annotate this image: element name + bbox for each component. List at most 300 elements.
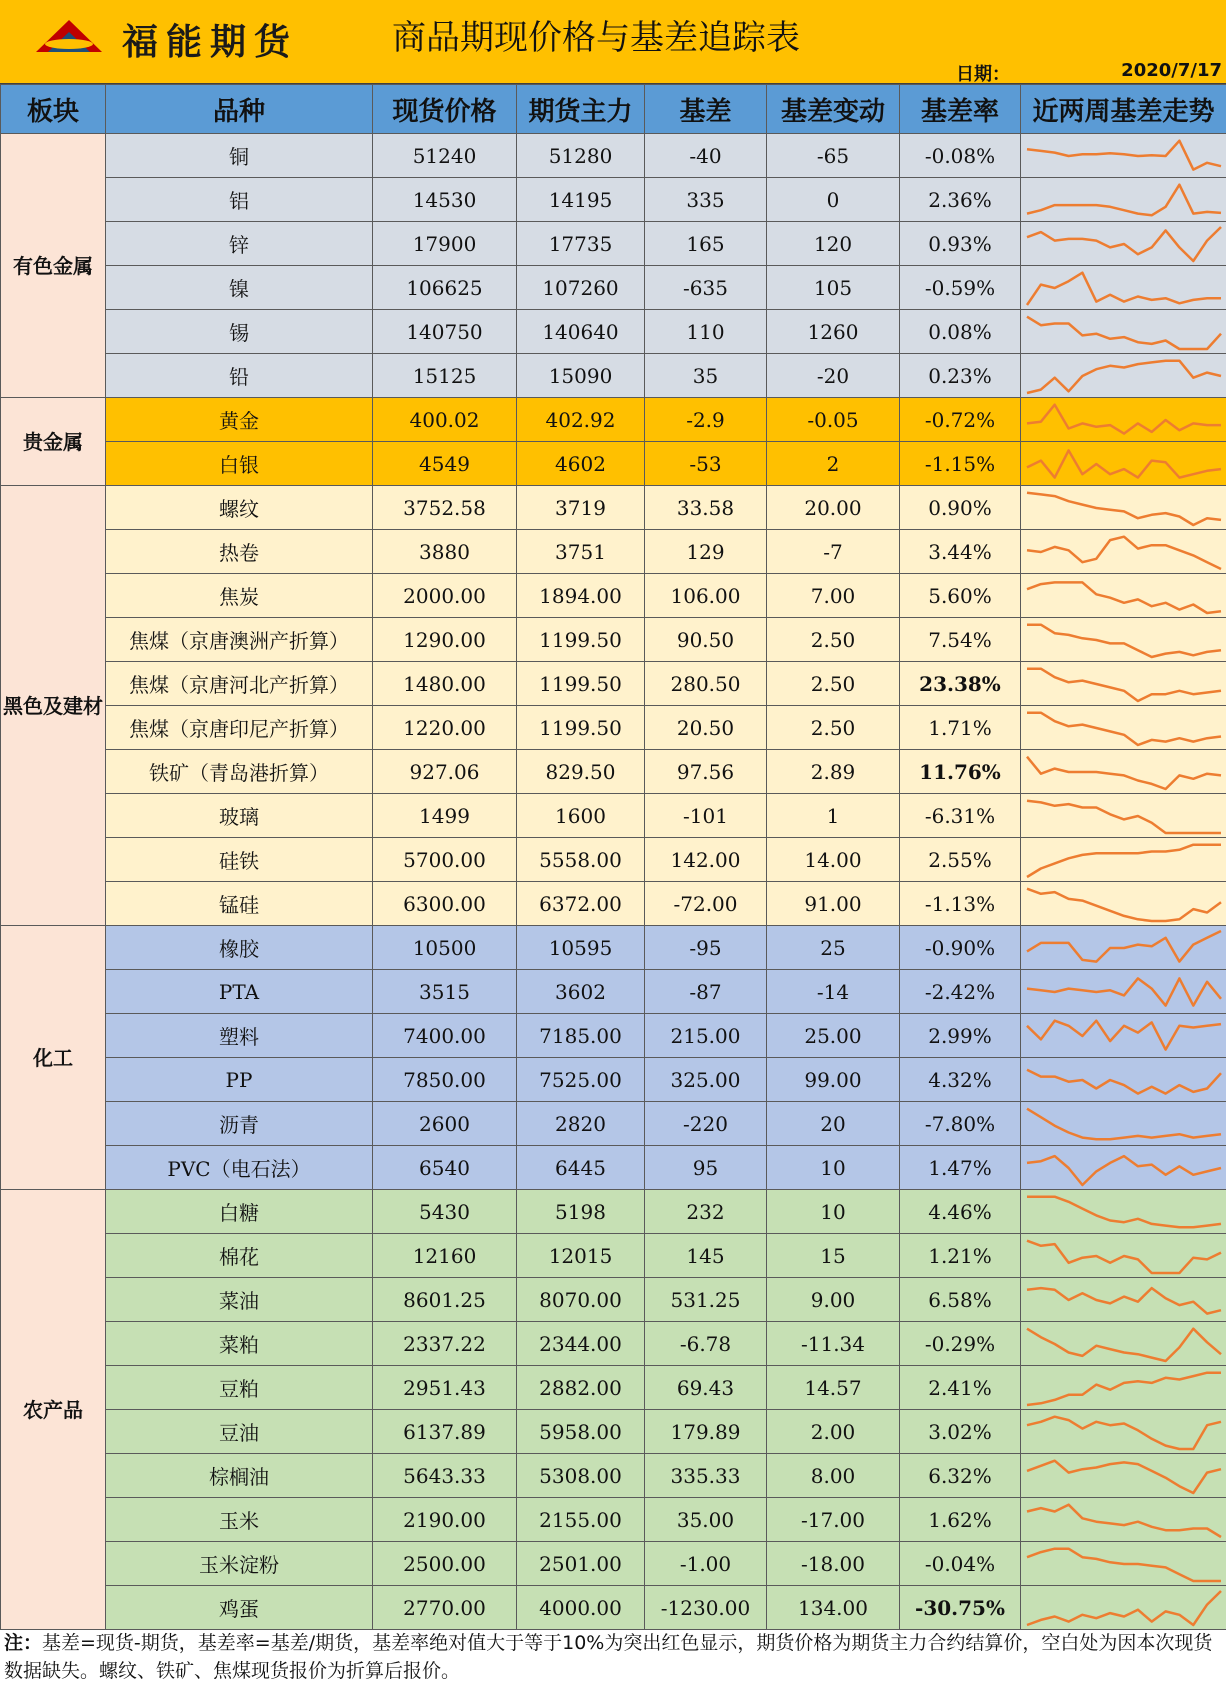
spot-price-cell: 5700.00	[373, 838, 517, 882]
table-row	[1, 1278, 1226, 1322]
sector-cell: 贵金属	[1, 398, 106, 486]
variety-cell: 塑料	[106, 1014, 373, 1058]
basis-change-cell: 2.50	[767, 618, 900, 662]
basis-cell: 325.00	[645, 1058, 767, 1102]
basis-rate-cell: 3.02%	[900, 1410, 1021, 1454]
footnote	[4, 1629, 1222, 1685]
trend-sparkline	[1021, 707, 1226, 749]
variety-cell: 焦煤（京唐印尼产折算）	[106, 706, 373, 750]
trend-sparkline-cell	[1021, 1058, 1226, 1102]
trend-sparkline	[1021, 1367, 1226, 1409]
sector-cell: 农产品	[1, 1190, 106, 1630]
variety-cell: PVC（电石法）	[106, 1146, 373, 1190]
variety-cell: 玉米	[106, 1498, 373, 1542]
trend-sparkline-cell	[1021, 1102, 1226, 1146]
variety-cell: 豆油	[106, 1410, 373, 1454]
variety-cell: 白糖	[106, 1190, 373, 1234]
basis-change-cell: 1260	[767, 310, 900, 354]
trend-sparkline	[1021, 1499, 1226, 1541]
basis-change-cell: -17.00	[767, 1498, 900, 1542]
basis-rate-cell: -0.72%	[900, 398, 1021, 442]
basis-cell: -1230.00	[645, 1586, 767, 1630]
basis-rate-cell: -7.80%	[900, 1102, 1021, 1146]
trend-sparkline	[1021, 795, 1226, 837]
spot-price-cell: 10500	[373, 926, 517, 970]
sector-cell: 有色金属	[1, 134, 106, 398]
trend-sparkline-cell	[1021, 398, 1226, 442]
trend-sparkline	[1021, 839, 1226, 881]
report-header	[0, 0, 1226, 84]
trend-sparkline-cell	[1021, 794, 1226, 838]
trend-sparkline-cell	[1021, 574, 1226, 618]
table-row	[1, 574, 1226, 618]
trend-line	[1027, 404, 1221, 433]
basis-cell: 335.33	[645, 1454, 767, 1498]
futures-price-cell: 17735	[517, 222, 645, 266]
trend-sparkline	[1021, 1103, 1226, 1145]
basis-change-cell: 10	[767, 1146, 900, 1190]
basis-rate-cell: 4.32%	[900, 1058, 1021, 1102]
basis-rate-cell: -1.15%	[900, 442, 1021, 486]
basis-cell: 145	[645, 1234, 767, 1278]
futures-price-cell: 10595	[517, 926, 645, 970]
futures-price-cell: 5198	[517, 1190, 645, 1234]
basis-cell: 335	[645, 178, 767, 222]
spot-price-cell: 5430	[373, 1190, 517, 1234]
col-header-trend: 近两周基差走势	[1021, 85, 1226, 134]
basis-rate-cell: -0.29%	[900, 1322, 1021, 1366]
basis-change-cell: 1	[767, 794, 900, 838]
variety-cell: 铅	[106, 354, 373, 398]
spot-price-cell: 927.06	[373, 750, 517, 794]
futures-price-cell: 12015	[517, 1234, 645, 1278]
variety-cell: 黄金	[106, 398, 373, 442]
trend-line	[1027, 272, 1221, 304]
table-row	[1, 530, 1226, 574]
trend-sparkline	[1021, 1235, 1226, 1277]
trend-sparkline	[1021, 311, 1226, 353]
trend-line	[1027, 1108, 1221, 1139]
col-header-futures: 期货主力	[517, 85, 645, 134]
trend-sparkline-cell	[1021, 222, 1226, 266]
trend-line	[1027, 582, 1221, 613]
spot-price-cell: 6540	[373, 1146, 517, 1190]
trend-sparkline-cell	[1021, 310, 1226, 354]
trend-line	[1027, 1020, 1221, 1049]
basis-change-cell: 2.89	[767, 750, 900, 794]
spot-price-cell: 17900	[373, 222, 517, 266]
table-row	[1, 970, 1226, 1014]
spot-price-cell: 2000.00	[373, 574, 517, 618]
basis-rate-cell: 6.32%	[900, 1454, 1021, 1498]
table-row	[1, 618, 1226, 662]
trend-sparkline-cell	[1021, 1410, 1226, 1454]
basis-rate-cell: 2.99%	[900, 1014, 1021, 1058]
col-header-basis: 基差	[645, 85, 767, 134]
basis-rate-cell: 1.21%	[900, 1234, 1021, 1278]
futures-price-cell: 5958.00	[517, 1410, 645, 1454]
table-row	[1, 750, 1226, 794]
basis-change-cell: 2.50	[767, 662, 900, 706]
trend-sparkline	[1021, 1587, 1226, 1629]
variety-cell: PP	[106, 1058, 373, 1102]
basis-change-cell: 0	[767, 178, 900, 222]
basis-change-cell: -18.00	[767, 1542, 900, 1586]
trend-line	[1027, 1069, 1221, 1093]
basis-change-cell: -65	[767, 134, 900, 178]
trend-sparkline-cell	[1021, 1322, 1226, 1366]
basis-rate-cell: 0.08%	[900, 310, 1021, 354]
spot-price-cell: 2190.00	[373, 1498, 517, 1542]
trend-line	[1027, 756, 1221, 788]
trend-sparkline	[1021, 883, 1226, 925]
spot-price-cell: 3752.58	[373, 486, 517, 530]
basis-cell: -101	[645, 794, 767, 838]
basis-rate-cell: -30.75%	[900, 1586, 1021, 1630]
trend-sparkline	[1021, 1147, 1226, 1189]
futures-price-cell: 1199.50	[517, 618, 645, 662]
spot-price-cell: 8601.25	[373, 1278, 517, 1322]
sector-cell: 黑色及建材	[1, 486, 106, 926]
col-header-basis-rate: 基差率	[900, 85, 1021, 134]
basis-change-cell: 8.00	[767, 1454, 900, 1498]
trend-line	[1027, 1504, 1221, 1536]
spot-price-cell: 14530	[373, 178, 517, 222]
basis-cell: -635	[645, 266, 767, 310]
futures-price-cell: 2501.00	[517, 1542, 645, 1586]
spot-price-cell: 1499	[373, 794, 517, 838]
trend-sparkline	[1021, 1059, 1226, 1101]
basis-cell: 129	[645, 530, 767, 574]
basis-change-cell: -14	[767, 970, 900, 1014]
variety-cell: 鸡蛋	[106, 1586, 373, 1630]
trend-sparkline-cell	[1021, 926, 1226, 970]
trend-line	[1027, 1460, 1221, 1492]
basis-table	[0, 84, 1226, 1630]
basis-cell: 69.43	[645, 1366, 767, 1410]
basis-cell: -72.00	[645, 882, 767, 926]
table-row	[1, 1454, 1226, 1498]
col-header-variety: 品种	[106, 85, 373, 134]
trend-sparkline	[1021, 135, 1226, 177]
trend-line	[1027, 668, 1221, 700]
basis-change-cell: 9.00	[767, 1278, 900, 1322]
trend-sparkline-cell	[1021, 178, 1226, 222]
futures-price-cell: 14195	[517, 178, 645, 222]
trend-sparkline-cell	[1021, 486, 1226, 530]
basis-cell: 35.00	[645, 1498, 767, 1542]
trend-line	[1027, 1416, 1221, 1448]
futures-price-cell: 1199.50	[517, 662, 645, 706]
trend-sparkline	[1021, 619, 1226, 661]
basis-cell: 280.50	[645, 662, 767, 706]
futures-price-cell: 3719	[517, 486, 645, 530]
col-header-basis-change: 基差变动	[767, 85, 900, 134]
trend-line	[1027, 1548, 1221, 1580]
futures-price-cell: 2344.00	[517, 1322, 645, 1366]
trend-sparkline-cell	[1021, 1498, 1226, 1542]
trend-sparkline-cell	[1021, 1190, 1226, 1234]
trend-sparkline	[1021, 1543, 1226, 1585]
trend-sparkline-cell	[1021, 1234, 1226, 1278]
table-row	[1, 882, 1226, 926]
trend-sparkline-cell	[1021, 970, 1226, 1014]
spot-price-cell: 1220.00	[373, 706, 517, 750]
basis-cell: 531.25	[645, 1278, 767, 1322]
trend-line	[1027, 1328, 1221, 1360]
trend-sparkline	[1021, 531, 1226, 573]
spot-price-cell: 1480.00	[373, 662, 517, 706]
trend-line	[1027, 1196, 1221, 1227]
table-row	[1, 1058, 1226, 1102]
sector-cell: 化工	[1, 926, 106, 1190]
variety-cell: 锌	[106, 222, 373, 266]
report-date: 2020/7/17	[1121, 60, 1222, 81]
spot-price-cell: 4549	[373, 442, 517, 486]
trend-sparkline-cell	[1021, 354, 1226, 398]
trend-sparkline-cell	[1021, 750, 1226, 794]
basis-change-cell: 10	[767, 1190, 900, 1234]
basis-cell: 33.58	[645, 486, 767, 530]
basis-cell: 179.89	[645, 1410, 767, 1454]
spot-price-cell: 5643.33	[373, 1454, 517, 1498]
basis-cell: -40	[645, 134, 767, 178]
table-row	[1, 1410, 1226, 1454]
basis-cell: 110	[645, 310, 767, 354]
trend-sparkline	[1021, 971, 1226, 1013]
basis-cell: 106.00	[645, 574, 767, 618]
trend-sparkline	[1021, 575, 1226, 617]
basis-rate-cell: 11.76%	[900, 750, 1021, 794]
futures-price-cell: 140640	[517, 310, 645, 354]
trend-line	[1027, 624, 1221, 656]
trend-sparkline-cell	[1021, 706, 1226, 750]
trend-sparkline	[1021, 1279, 1226, 1321]
basis-rate-cell: -0.08%	[900, 134, 1021, 178]
futures-price-cell: 402.92	[517, 398, 645, 442]
table-row	[1, 134, 1226, 178]
basis-change-cell: 105	[767, 266, 900, 310]
spot-price-cell: 2951.43	[373, 1366, 517, 1410]
trend-sparkline	[1021, 1455, 1226, 1497]
basis-cell: 20.50	[645, 706, 767, 750]
basis-rate-cell: 0.90%	[900, 486, 1021, 530]
table-row	[1, 222, 1226, 266]
table-row	[1, 486, 1226, 530]
trend-sparkline	[1021, 663, 1226, 705]
trend-sparkline-cell	[1021, 134, 1226, 178]
futures-price-cell: 7525.00	[517, 1058, 645, 1102]
table-body	[1, 134, 1226, 1630]
table-row	[1, 398, 1226, 442]
trend-line	[1027, 1372, 1221, 1404]
trend-sparkline-cell	[1021, 442, 1226, 486]
company-logo-icon	[34, 18, 104, 54]
basis-cell: -2.9	[645, 398, 767, 442]
trend-sparkline-cell	[1021, 1278, 1226, 1322]
variety-cell: 焦炭	[106, 574, 373, 618]
basis-rate-cell: 7.54%	[900, 618, 1021, 662]
trend-line	[1027, 360, 1221, 392]
basis-change-cell: 20	[767, 1102, 900, 1146]
table-row	[1, 838, 1226, 882]
basis-cell: 97.56	[645, 750, 767, 794]
trend-line	[1027, 184, 1221, 215]
futures-price-cell: 6445	[517, 1146, 645, 1190]
variety-cell: PTA	[106, 970, 373, 1014]
futures-price-cell: 107260	[517, 266, 645, 310]
report-title: 商品期现价格与基差追踪表	[392, 18, 800, 58]
variety-cell: 锡	[106, 310, 373, 354]
basis-cell: -95	[645, 926, 767, 970]
basis-cell: 35	[645, 354, 767, 398]
futures-price-cell: 829.50	[517, 750, 645, 794]
futures-price-cell: 7185.00	[517, 1014, 645, 1058]
basis-cell: 142.00	[645, 838, 767, 882]
basis-rate-cell: 23.38%	[900, 662, 1021, 706]
basis-change-cell: 2.50	[767, 706, 900, 750]
variety-cell: 沥青	[106, 1102, 373, 1146]
basis-change-cell: 91.00	[767, 882, 900, 926]
basis-cell: -1.00	[645, 1542, 767, 1586]
trend-line	[1027, 978, 1221, 1005]
trend-sparkline	[1021, 1323, 1226, 1365]
table-row	[1, 310, 1226, 354]
brand-name: 福能期货	[122, 22, 299, 63]
variety-cell: 铝	[106, 178, 373, 222]
trend-line	[1027, 844, 1221, 876]
table-row	[1, 1146, 1226, 1190]
basis-change-cell: -11.34	[767, 1322, 900, 1366]
table-row	[1, 178, 1226, 222]
table-row	[1, 442, 1226, 486]
table-row	[1, 706, 1226, 750]
futures-price-cell: 8070.00	[517, 1278, 645, 1322]
spot-price-cell: 12160	[373, 1234, 517, 1278]
table-row	[1, 1014, 1226, 1058]
basis-change-cell: 2	[767, 442, 900, 486]
trend-line	[1027, 450, 1221, 477]
basis-rate-cell: -0.90%	[900, 926, 1021, 970]
trend-sparkline	[1021, 751, 1226, 793]
trend-sparkline	[1021, 443, 1226, 485]
futures-price-cell: 5308.00	[517, 1454, 645, 1498]
trend-sparkline-cell	[1021, 1366, 1226, 1410]
table-header-row	[1, 85, 1226, 134]
trend-line	[1027, 1288, 1221, 1314]
variety-cell: 菜粕	[106, 1322, 373, 1366]
basis-change-cell: 120	[767, 222, 900, 266]
variety-cell: 棕榈油	[106, 1454, 373, 1498]
trend-line	[1027, 931, 1221, 962]
futures-price-cell: 1894.00	[517, 574, 645, 618]
basis-cell: 95	[645, 1146, 767, 1190]
trend-sparkline-cell	[1021, 1146, 1226, 1190]
trend-sparkline-cell	[1021, 662, 1226, 706]
basis-change-cell: 14.57	[767, 1366, 900, 1410]
basis-change-cell: -20	[767, 354, 900, 398]
basis-change-cell: -7	[767, 530, 900, 574]
basis-rate-cell: 1.62%	[900, 1498, 1021, 1542]
spot-price-cell: 6300.00	[373, 882, 517, 926]
spot-price-cell: 2600	[373, 1102, 517, 1146]
variety-cell: 玉米淀粉	[106, 1542, 373, 1586]
basis-rate-cell: 1.47%	[900, 1146, 1021, 1190]
table-row	[1, 794, 1226, 838]
spot-price-cell: 140750	[373, 310, 517, 354]
basis-rate-cell: 2.36%	[900, 178, 1021, 222]
variety-cell: 镍	[106, 266, 373, 310]
trend-sparkline	[1021, 1411, 1226, 1453]
basis-rate-cell: -0.59%	[900, 266, 1021, 310]
table-row	[1, 1542, 1226, 1586]
spot-price-cell: 2500.00	[373, 1542, 517, 1586]
basis-rate-cell: 2.55%	[900, 838, 1021, 882]
variety-cell: 豆粕	[106, 1366, 373, 1410]
spot-price-cell: 106625	[373, 266, 517, 310]
basis-rate-cell: -0.04%	[900, 1542, 1021, 1586]
variety-cell: 焦煤（京唐澳洲产折算）	[106, 618, 373, 662]
trend-sparkline	[1021, 487, 1226, 529]
trend-sparkline-cell	[1021, 882, 1226, 926]
basis-change-cell: 99.00	[767, 1058, 900, 1102]
trend-line	[1027, 316, 1221, 348]
basis-change-cell: 25	[767, 926, 900, 970]
basis-change-cell: 134.00	[767, 1586, 900, 1630]
trend-sparkline	[1021, 267, 1226, 309]
trend-line	[1027, 536, 1221, 568]
basis-cell: -87	[645, 970, 767, 1014]
variety-cell: 焦煤（京唐河北产折算）	[106, 662, 373, 706]
variety-cell: 热卷	[106, 530, 373, 574]
basis-cell: -220	[645, 1102, 767, 1146]
basis-rate-cell: -2.42%	[900, 970, 1021, 1014]
trend-sparkline-cell	[1021, 1586, 1226, 1630]
trend-sparkline-cell	[1021, 530, 1226, 574]
basis-change-cell: 15	[767, 1234, 900, 1278]
basis-change-cell: 7.00	[767, 574, 900, 618]
date-label: 日期：	[956, 64, 1010, 85]
basis-change-cell: -0.05	[767, 398, 900, 442]
spot-price-cell: 3515	[373, 970, 517, 1014]
basis-cell: 165	[645, 222, 767, 266]
trend-sparkline-cell	[1021, 1014, 1226, 1058]
trend-line	[1027, 140, 1221, 169]
basis-rate-cell: -6.31%	[900, 794, 1021, 838]
trend-sparkline	[1021, 355, 1226, 397]
trend-sparkline-cell	[1021, 618, 1226, 662]
basis-rate-cell: 4.46%	[900, 1190, 1021, 1234]
basis-cell: -53	[645, 442, 767, 486]
trend-line	[1027, 1156, 1221, 1185]
variety-cell: 白银	[106, 442, 373, 486]
basis-rate-cell: 0.23%	[900, 354, 1021, 398]
spot-price-cell: 15125	[373, 354, 517, 398]
futures-price-cell: 5558.00	[517, 838, 645, 882]
futures-price-cell: 2882.00	[517, 1366, 645, 1410]
futures-price-cell: 1600	[517, 794, 645, 838]
basis-change-cell: 25.00	[767, 1014, 900, 1058]
basis-rate-cell: 2.41%	[900, 1366, 1021, 1410]
trend-line	[1027, 1240, 1221, 1272]
basis-rate-cell: 5.60%	[900, 574, 1021, 618]
spot-price-cell: 7850.00	[373, 1058, 517, 1102]
variety-cell: 菜油	[106, 1278, 373, 1322]
futures-price-cell: 51280	[517, 134, 645, 178]
trend-line	[1027, 712, 1221, 744]
futures-price-cell: 4000.00	[517, 1586, 645, 1630]
basis-rate-cell: 0.93%	[900, 222, 1021, 266]
